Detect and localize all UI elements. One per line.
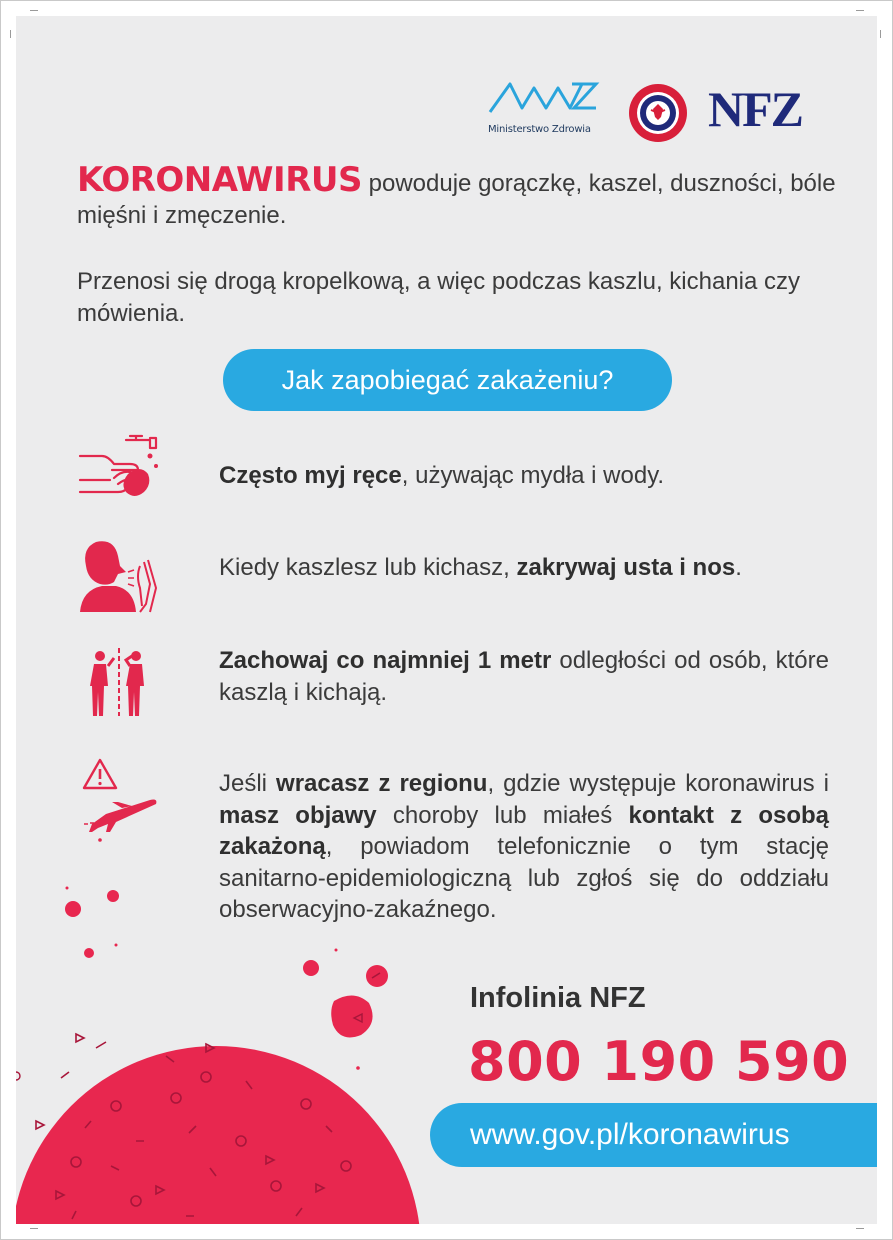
tip-cover-bold: zakrywaj usta i nos — [516, 554, 736, 581]
intro-paragraph-1 — [77, 160, 847, 232]
crop-mark — [856, 10, 864, 11]
droplet-dot — [115, 944, 118, 947]
tip-travel-symptoms — [219, 768, 829, 926]
travel-b2: masz objawy — [219, 801, 377, 829]
travel-t2: , gdzie występuje koronawirus i — [487, 770, 830, 797]
droplet-dot — [65, 901, 81, 917]
droplet-dot — [366, 965, 388, 987]
tip-keep-distance — [219, 645, 829, 708]
leaflet — [16, 16, 877, 1224]
tip-distance-bold: Zachowaj co najmniej 1 metr — [219, 647, 552, 674]
headline: KORONAWIRUS — [77, 160, 362, 200]
droplet-dot — [335, 949, 338, 952]
travel-t3: choroby lub miałeś — [376, 801, 629, 829]
distance-icon — [88, 646, 150, 718]
travel-t1: Jeśli — [219, 770, 277, 797]
droplet-blob — [331, 995, 372, 1037]
intro-text — [77, 160, 847, 330]
droplet-dot — [356, 1066, 360, 1070]
hand-washing-icon — [78, 434, 162, 502]
website-link[interactable]: www.gov.pl/koronawirus — [430, 1103, 877, 1167]
ministry-caption: Ministerstwo Zdrowia — [488, 124, 591, 135]
hotline-phone-number[interactable]: 800 190 590 — [468, 1030, 850, 1093]
travel-b3: kontakt z osobą zakażoną — [219, 801, 830, 860]
crop-mark — [10, 30, 11, 38]
tip-distance-rest: odległości od osób, które kaszlą i kichają. — [219, 647, 829, 706]
ministry-logo-icon — [486, 78, 601, 122]
tip-cover-before: Kiedy kaszlesz lub kichasz, — [219, 554, 517, 581]
prevention-heading-pill: Jak zapobiegać zakażeniu? — [223, 349, 672, 411]
nfz-logo: NFZ — [708, 81, 802, 137]
travel-t4: , powiadom telefonicznie o tym stację sanitarno-epidemiologiczną lub zgłoś się do oddziału obserwacyjno-zakaźnego. — [219, 833, 829, 923]
tip-wash-rest: , używając mydła i wody. — [401, 462, 665, 489]
droplet-dot — [84, 948, 94, 958]
tip-cover-after: . — [735, 554, 742, 581]
sanitary-inspection-seal-icon — [627, 82, 689, 144]
tip-wash-bold: Często myj ręce — [219, 462, 402, 489]
crop-mark — [30, 10, 38, 11]
red-planet-shape — [16, 1046, 421, 1224]
logos-bar — [16, 78, 877, 158]
droplet-dot — [107, 890, 119, 902]
cough-cover-icon — [78, 536, 160, 616]
travel-warning-icon — [80, 756, 160, 846]
crop-mark — [880, 30, 881, 38]
intro-symptoms: powoduje gorączkę, kaszel, duszności, bóle mięśni i zmęczenie. — [77, 170, 836, 229]
droplet-dot — [303, 960, 319, 976]
travel-b1: wracasz z regionu — [276, 770, 488, 797]
intro-paragraph-2: Przenosi się drogą kropelkową, a więc podczas kaszlu, kichania czy mówienia. — [77, 268, 801, 327]
tip-cover-mouth — [219, 552, 829, 584]
crop-mark — [30, 1228, 38, 1229]
tip-wash-hands — [219, 460, 829, 492]
droplet-dot — [66, 887, 69, 890]
crop-mark — [856, 1228, 864, 1229]
hotline-label: Infolinia NFZ — [470, 982, 646, 1014]
